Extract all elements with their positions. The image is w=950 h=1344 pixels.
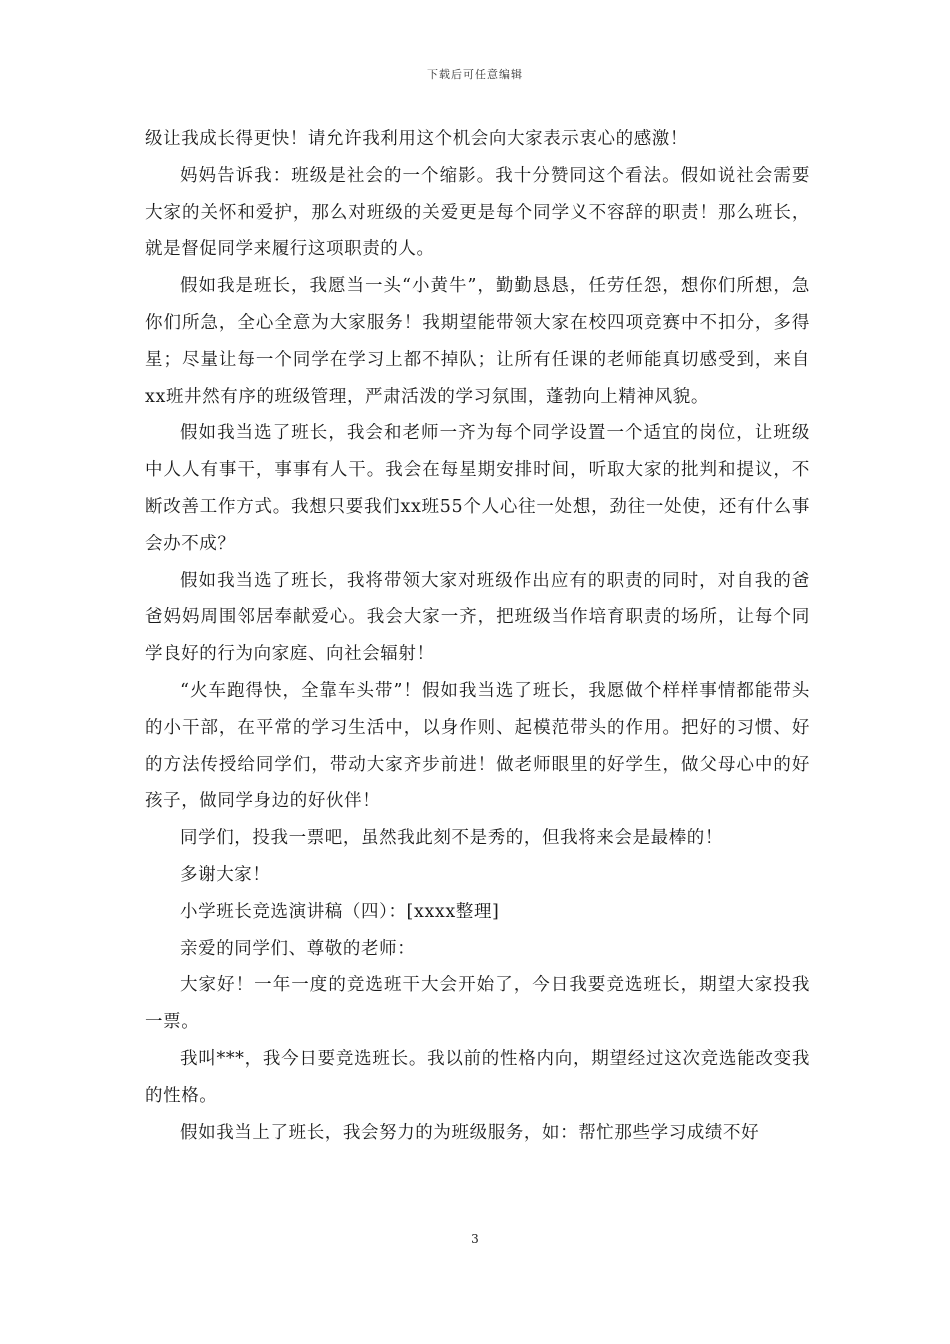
paragraph: 级让我成长得更快！请允许我利用这个机会向大家表示衷心的感激！ xyxy=(145,129,688,149)
paragraph: 大家好！一年一度的竞选班干大会开始了，今日我要竞选班长，期望大家投我一票。 xyxy=(145,975,810,1033)
paragraph: “火车跑得快，全靠车头带”！假如我当选了班长，我愿做个样样事情都能带头的小干部，在平常的学习生活中，以身作则、起模范带头的作用。把好的习惯、好的方法传授给同学们，带动大家齐步前进！做老师眼里的好学生，做父母心中的好孩子，做同学身边的好伙伴！ xyxy=(145,680,810,812)
paragraph: 假如我是班长，我愿当一头“小黄牛”，勤勤恳恳，任劳任怨，想你们所想，急你们所急，全心全意为大家服务！我期望能带领大家在校四项竞赛中不扣分，多得星；尽量让每一个同学在学习上都不掉队；让所有任课的老师能真切感受到，来自xx班井然有序的班级管理，严肃活泼的学习氛围，蓬勃向上精神风貌。 xyxy=(145,276,810,407)
paragraph: 同学们，投我一票吧，虽然我此刻不是秀的，但我将来会是最棒的！ xyxy=(180,828,723,849)
salutation: 亲爱的同学们、尊敬的老师： xyxy=(180,938,416,959)
paragraph: 假如我当选了班长，我会和老师一齐为每个同学设置一个适宜的岗位，让班级中人人有事干，事事有人干。我会在每星期安排时间，听取大家的批判和提议，不断改善工作方式。我想只要我们xx班55个人心往一处想，劲往一处使，还有什么事会办不成？ xyxy=(145,423,810,554)
paragraph: 假如我当上了班长，我会努力的为班级服务，如：帮忙那些学习成绩不好 xyxy=(180,1122,760,1143)
document-body xyxy=(145,121,810,1151)
paragraph: 妈妈告诉我：班级是社会的一个缩影。我十分赞同这个看法。假如说社会需要大家的关怀和爱护，那么对班级的关爱更是每个同学义不容辞的职责！那么班长，就是督促同学来履行这项职责的人。 xyxy=(145,165,810,260)
paragraph: 多谢大家！ xyxy=(180,864,271,885)
page-header-note: 下载后可任意编辑 xyxy=(427,68,523,81)
paragraph: 假如我当选了班长，我将带领大家对班级作出应有的职责的同时，对自我的爸爸妈妈周围邻居奉献爱心。我会大家一齐，把班级当作培育职责的场所，让每个同学良好的行为向家庭、向社会辐射！ xyxy=(145,570,810,665)
page-number: 3 xyxy=(471,1232,479,1246)
paragraph: 我叫***，我今日要竞选班长。我以前的性格内向，期望经过这次竞选能改变我的性格。 xyxy=(145,1048,810,1106)
section-title: 小学班长竞选演讲稿（四）：[xxxx整理] xyxy=(180,901,500,922)
